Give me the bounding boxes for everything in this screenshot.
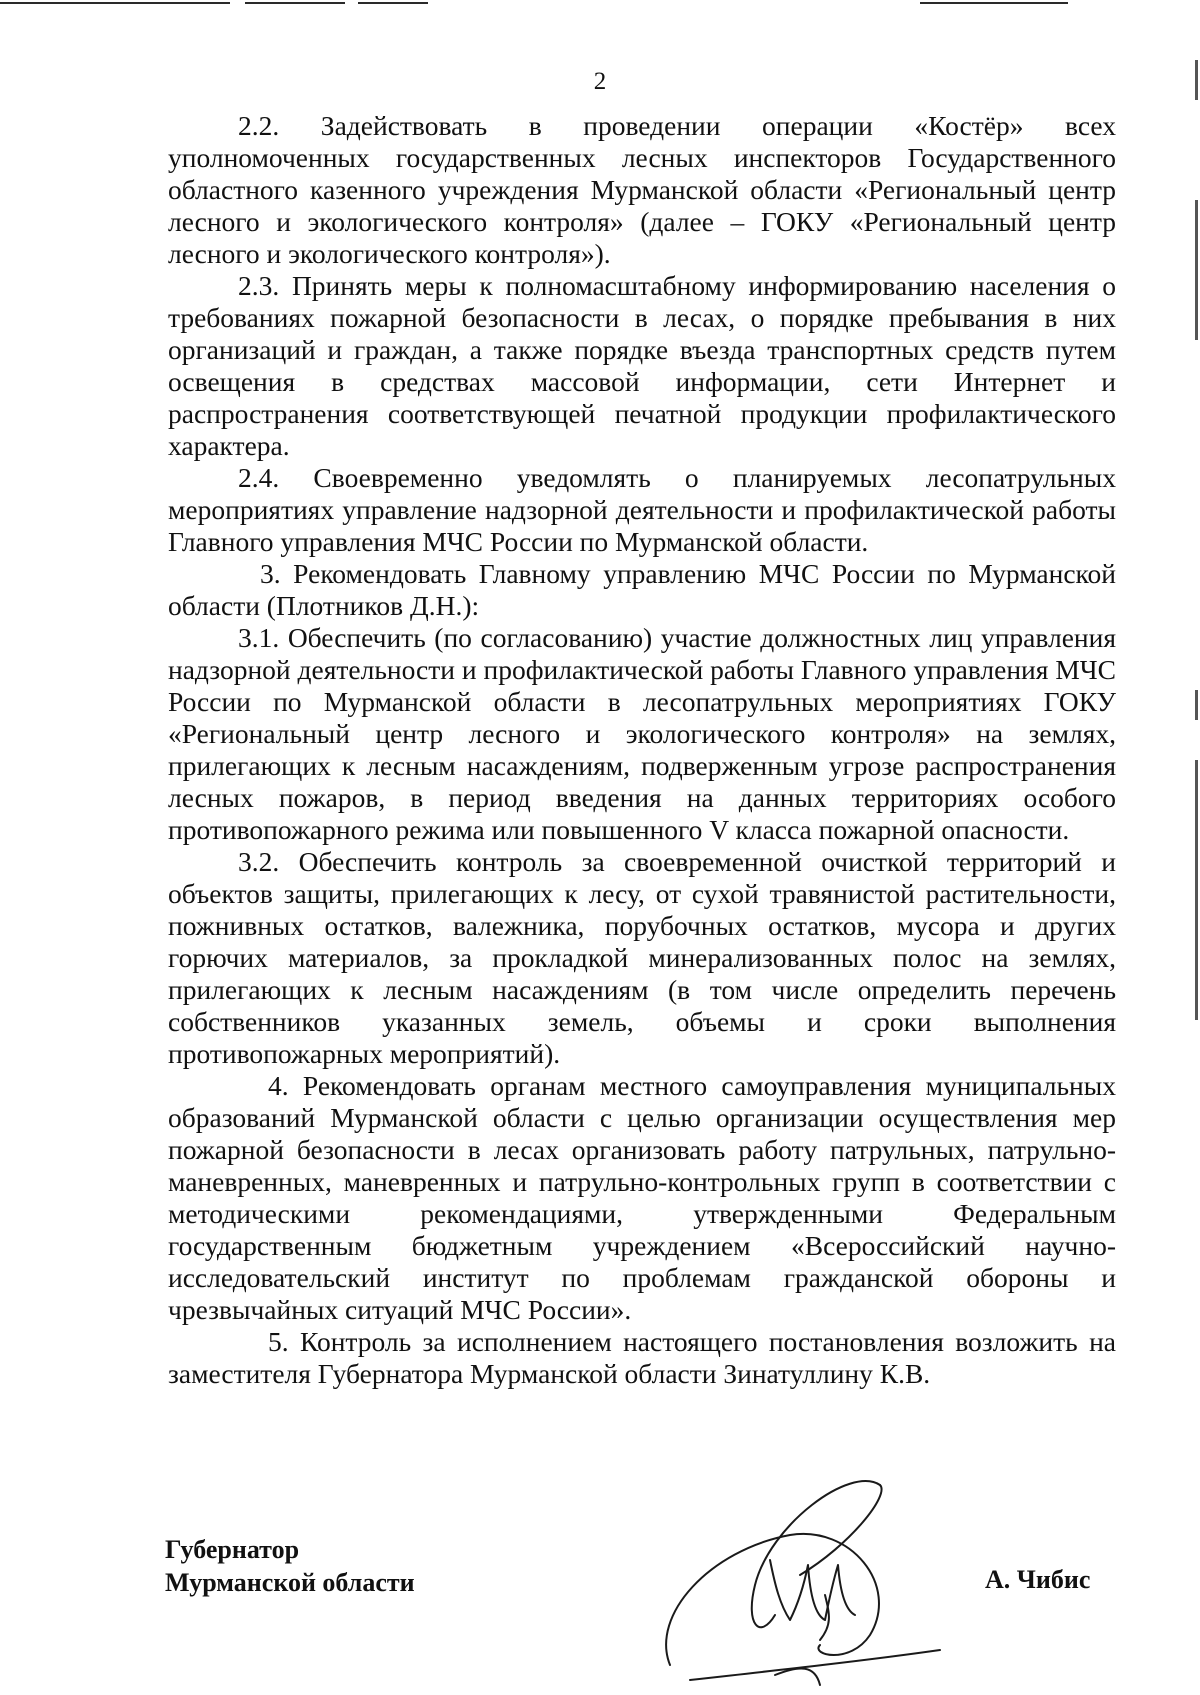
scan-edge-line bbox=[358, 2, 428, 4]
scan-edge-line bbox=[920, 2, 1068, 4]
scan-edge-mark bbox=[1195, 760, 1198, 1020]
signatory-position bbox=[165, 1533, 415, 1599]
paragraph-3-2: 3.2. Обеспечить контроль за своевременной очисткой территорий и объектов защиты, прилегающих к лесу, от сухой травянистой растительности, пожнивных остатков, валежника, порубочных остатков, мусора и других горючих материалов, за прокладкой минерализованных полос на землях, прилегающих к лесным насаждениям (в том числе определить перечень собственников указанных земель, объемы и сроки выполнения противопожарных мероприятий). bbox=[168, 846, 1116, 1069]
handwritten-signature bbox=[650, 1465, 950, 1695]
signatory-name: А. Чибис bbox=[985, 1565, 1091, 1594]
paragraph-2-3: 2.3. Принять меры к полномасштабному информированию населения о требованиях пожарной безопасности в лесах, о порядке пребывания в них организаций и граждан, а также порядке въезда транспортных средств путем освещения в средствах массовой информации, сети Интернет и распространения соответствующей печатной продукции профилактического характера. bbox=[168, 270, 1116, 461]
scan-edge-line bbox=[0, 2, 230, 4]
scan-edge-mark bbox=[1195, 690, 1198, 720]
paragraph-2-4: 2.4. Своевременно уведомлять о планируемых лесопатрульных мероприятиях управление надзорной деятельности и профилактической работы Главного управления МЧС России по Мурманской области. bbox=[168, 462, 1116, 557]
document-body bbox=[168, 110, 1116, 1390]
paragraph-3-1: 3.1. Обеспечить (по согласованию) участие должностных лиц управления надзорной деятельности и профилактической работы Главного управления МЧС России по Мурманской области в лесопатрульных мероприятиях ГОКУ «Региональный центр лесного и экологического контроля» на землях, прилегающих к лесным насаждениям, подверженным угрозе распространения лесных пожаров, в период введения на данных территориях особого противопожарного режима или повышенного V класса пожарной опасности. bbox=[168, 622, 1116, 845]
scan-edge-line bbox=[245, 2, 345, 4]
page-number: 2 bbox=[593, 68, 607, 95]
signatory-position-line2: Мурманской области bbox=[165, 1568, 415, 1597]
paragraph-2-2: 2.2. Задействовать в проведении операции «Костёр» всех уполномоченных государственных лесных инспекторов Государственного областного казенного учреждения Мурманской области «Региональный центр лесного и экологического контроля» (далее – ГОКУ «Региональный центр лесного и экологического контроля»). bbox=[168, 110, 1116, 269]
paragraph-5: 5. Контроль за исполнением настоящего постановления возложить на заместителя Губернатора Мурманской области Зинатуллину К.В. bbox=[168, 1326, 1116, 1389]
paragraph-3: 3. Рекомендовать Главному управлению МЧС России по Мурманской области (Плотников Д.Н.): bbox=[168, 558, 1116, 621]
scan-edge-mark bbox=[1195, 200, 1198, 340]
paragraph-4: 4. Рекомендовать органам местного самоуправления муниципальных образований Мурманской области с целью организации осуществления мер пожарной безопасности в лесах организовать работу патрульных, патрульно-маневренных, маневренных и патрульно-контрольных групп в соответствии с методическими рекомендациями, утвержденными Федеральным государственным бюджетным учреждением «Всероссийский научно-исследовательский институт по проблемам гражданской обороны и чрезвычайных ситуаций МЧС России». bbox=[168, 1070, 1116, 1325]
signatory-position-line1: Губернатор bbox=[165, 1535, 300, 1564]
